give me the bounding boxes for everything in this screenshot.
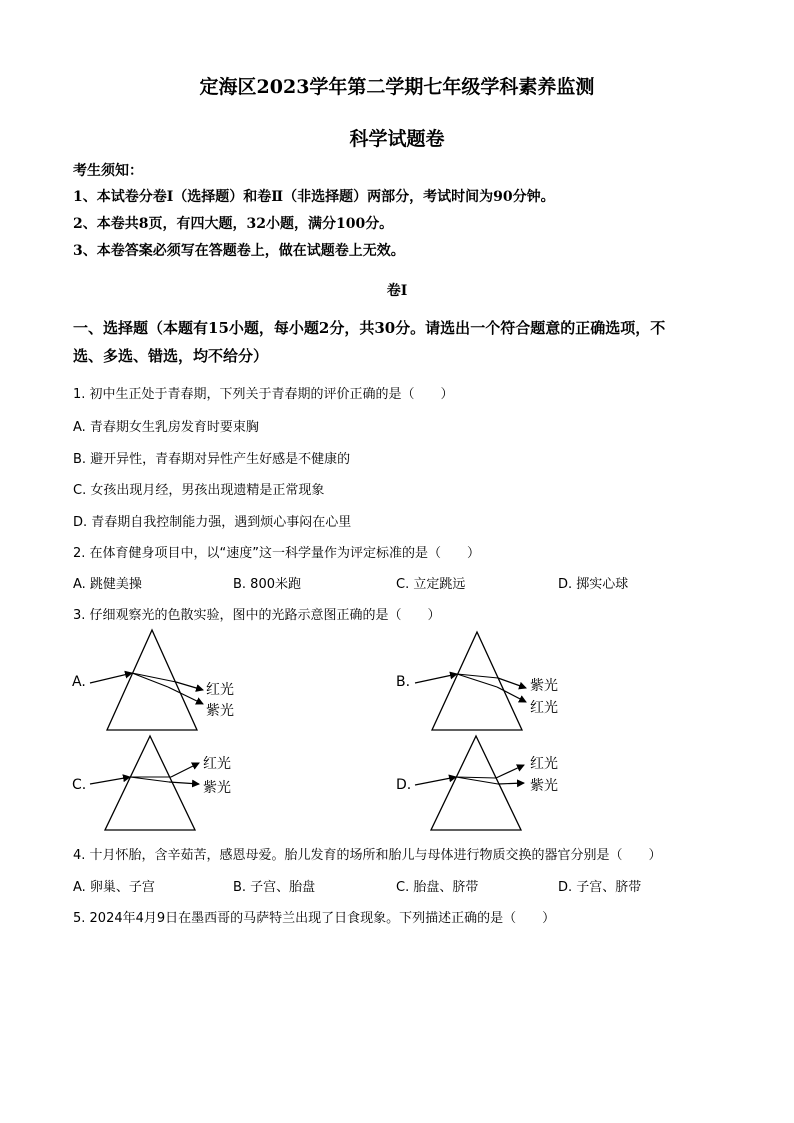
question-1-option-c: C. 女孩出现月经，男孩出现遗精是正常现象 <box>73 483 325 498</box>
figure-a-bottom-ray-label: 紫光 <box>206 703 234 719</box>
question-4-stem: 4. 十月怀胎，含辛茹苦，感恩母爱。胎儿发育的场所和胎儿与母体进行物质交换的器官分别是（ ） <box>73 848 662 863</box>
notice-item: 2、本卷共8页，有四大题，32小题，满分100分。 <box>73 216 394 232</box>
notice-item: 1、本试卷分卷Ⅰ（选择题）和卷Ⅱ（非选择题）两部分，考试时间为90分钟。 <box>73 189 555 205</box>
figure-d-incident-ray <box>415 777 456 785</box>
figure-a-emergent-ray-bottom <box>168 687 203 704</box>
notice-heading: 考生须知： <box>73 163 143 179</box>
question-2-stem: 2. 在体育健身项目中，以“速度”这一科学量作为评定标准的是（ ） <box>73 546 481 561</box>
page-subtitle: 科学试题卷 <box>349 128 445 150</box>
question-3-stem: 3. 仔细观察光的色散实验，图中的光路示意图正确的是（ ） <box>73 608 441 623</box>
question-1-option-d: D. 青春期自我控制能力强，遇到烦心事闷在心里 <box>73 515 352 530</box>
figure-b <box>396 632 558 730</box>
question-2-option-c: C. 立定跳远 <box>396 577 466 592</box>
figure-a-incident-ray <box>90 673 132 683</box>
figure-b-emergent-ray-bottom <box>497 687 526 702</box>
section-heading-line2: 选、多选、错选，均不给分） <box>73 347 269 365</box>
figure-d-emergent-ray-top <box>496 765 524 778</box>
figure-a <box>72 630 234 730</box>
figure-d-label: D. <box>396 777 412 793</box>
figure-d <box>396 736 558 830</box>
figure-d-top-ray-label: 红光 <box>530 756 558 772</box>
figure-a-refracted-ray <box>132 673 168 687</box>
figure-b-bottom-ray-label: 红光 <box>530 700 558 716</box>
figure-b-incident-ray <box>415 674 457 683</box>
question-1-option-b: B. 避开异性，青春期对异性产生好感是不健康的 <box>73 452 351 467</box>
figure-c-incident-ray <box>90 777 130 784</box>
figure-b-label: B. <box>396 674 411 690</box>
figure-a-emergent-ray-top <box>176 682 203 690</box>
question-2-option-d: D. 掷实心球 <box>558 577 629 592</box>
figure-c <box>72 736 231 830</box>
figure-d-bottom-ray-label: 紫光 <box>530 778 558 794</box>
figure-c-top-ray-label: 红光 <box>203 756 231 772</box>
question-1-option-a: A. 青春期女生乳房发育时要束胸 <box>73 420 259 435</box>
notice-item: 3、本卷答案必须写在答题卷上，做在试题卷上无效。 <box>73 243 405 259</box>
prism-diagrams <box>0 620 794 850</box>
question-4-option-d: D. 子宫、脐带 <box>558 880 642 895</box>
question-4-option-c: C. 胎盘、脐带 <box>396 880 479 895</box>
figure-c-bottom-ray-label: 紫光 <box>203 780 231 796</box>
section-heading-line1: 一、选择题（本题有15小题，每小题2分，共30分。请选出一个符合题意的正确选项，不 <box>73 319 666 337</box>
part-label: 卷Ⅰ <box>386 283 408 299</box>
question-2-option-b: B. 800米跑 <box>233 577 301 592</box>
figure-d-emergent-ray-bottom <box>498 783 524 784</box>
question-4-option-a: A. 卵巢、子宫 <box>73 880 155 895</box>
figure-a-refracted-ray <box>132 673 176 682</box>
figure-c-refracted-ray <box>130 777 169 782</box>
page-title: 定海区2023学年第二学期七年级学科素养监测 <box>199 76 595 98</box>
figure-c-emergent-ray-top <box>171 763 199 777</box>
question-1-stem: 1. 初中生正处于青春期，下列关于青春期的评价正确的是（ ） <box>73 387 454 402</box>
question-4-option-b: B. 子宫、胎盘 <box>233 880 316 895</box>
figure-a-label: A. <box>72 674 86 690</box>
figure-a-top-ray-label: 红光 <box>206 682 234 698</box>
figure-b-top-ray-label: 紫光 <box>530 678 558 694</box>
question-2-option-a: A. 跳健美操 <box>73 577 142 592</box>
figure-d-prism <box>431 736 521 830</box>
figure-a-prism <box>107 630 197 730</box>
figure-c-label: C. <box>72 777 87 793</box>
question-5-stem: 5. 2024年4月9日在墨西哥的马萨特兰出现了日食现象。下列描述正确的是（ ） <box>73 911 556 926</box>
